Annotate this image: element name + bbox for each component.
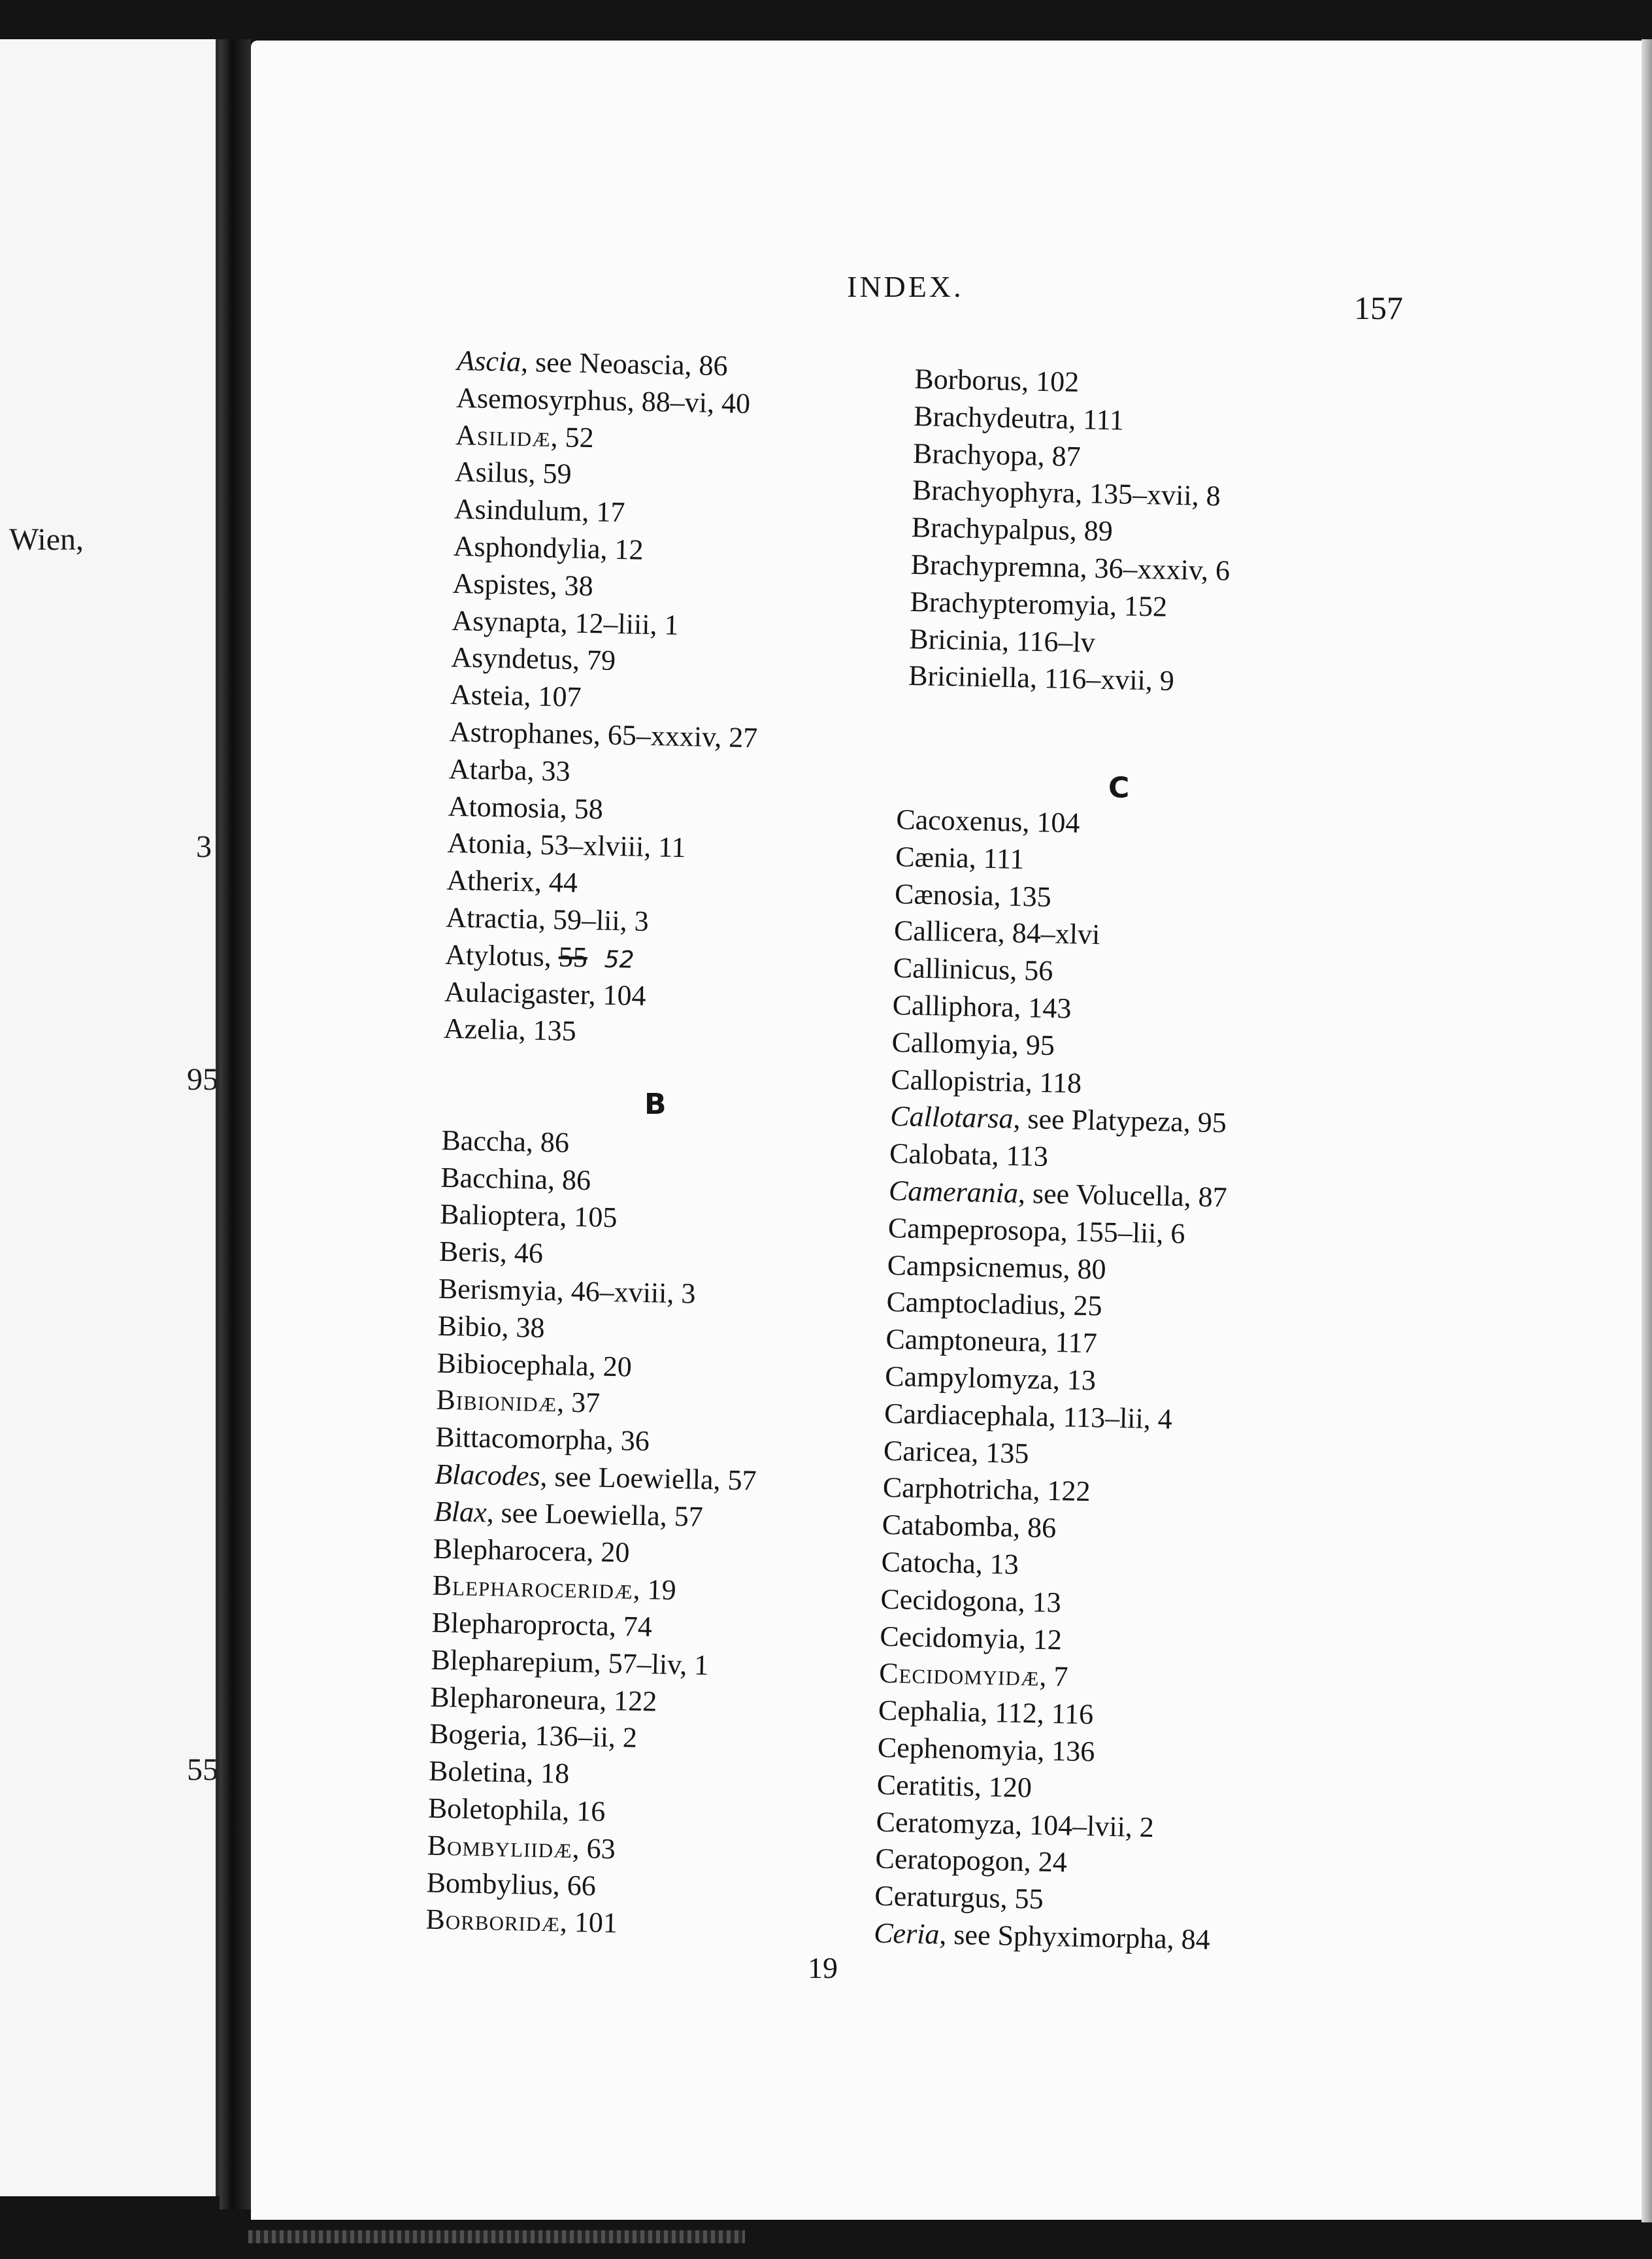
index-reference: , 17 <box>581 495 625 529</box>
index-entry <box>442 1085 764 1129</box>
index-reference: , 18 <box>525 1756 570 1790</box>
index-term: Asilus <box>454 456 529 490</box>
index-term: Cænosia <box>894 877 995 912</box>
index-entry <box>431 1605 753 1648</box>
index-reference: , 37 <box>556 1386 601 1420</box>
index-reference: , 20 <box>588 1349 633 1383</box>
index-reference: , see Neoascia, 86 <box>520 345 729 382</box>
index-term: Callomyia <box>891 1026 1012 1061</box>
index-reference: , 58 <box>559 792 604 826</box>
index-reference: , <box>544 940 559 973</box>
index-term: Camerania <box>888 1174 1019 1209</box>
index-reference: , 105 <box>559 1200 618 1234</box>
index-term: Briciniella <box>908 660 1031 695</box>
index-reference: , 53–xlviii, 11 <box>525 828 687 864</box>
index-entry <box>434 1493 756 1537</box>
previous-page-fragment: Wien, <box>9 522 84 557</box>
index-reference: , 135 <box>518 1014 577 1048</box>
index-reference: , 16 <box>561 1794 606 1828</box>
index-reference: , 112, 116 <box>980 1696 1094 1731</box>
index-reference: , 136–ii, 2 <box>520 1719 638 1754</box>
index-reference: , 24 <box>1023 1845 1068 1879</box>
index-term: Atylotus <box>444 938 545 973</box>
index-term: Catabomba <box>882 1508 1014 1543</box>
index-term: Callinicus <box>893 952 1010 986</box>
index-term: Campylomyza <box>884 1360 1053 1396</box>
index-entry <box>893 950 1232 994</box>
index-term: Brachypremna <box>910 548 1081 584</box>
index-term: Aulacigaster <box>444 975 589 1011</box>
index-entry <box>441 1122 763 1165</box>
index-reference: , 13 <box>975 1547 1019 1581</box>
index-term: Atherix <box>446 863 535 898</box>
index-entry <box>431 1641 753 1685</box>
index-entry <box>450 677 772 720</box>
index-entry <box>453 528 775 572</box>
index-term: Asphondylia <box>453 529 601 565</box>
index-reference: , 80 <box>1063 1252 1107 1286</box>
index-entry <box>452 602 774 646</box>
index-entry <box>891 1061 1230 1105</box>
index-entry <box>877 1730 1216 1773</box>
index-reference: , 63 <box>572 1832 616 1866</box>
index-term: Cecidomyia <box>879 1620 1019 1655</box>
index-entry <box>880 1618 1219 1662</box>
index-entry <box>443 1011 765 1054</box>
book-gutter <box>220 39 251 2209</box>
index-term: Callotarsa <box>889 1100 1014 1135</box>
index-reference: , 44 <box>534 865 578 899</box>
index-term: Atractia <box>445 901 539 935</box>
index-reference: , 36–xxxiv, 6 <box>1080 552 1231 587</box>
index-entry <box>878 1692 1217 1736</box>
index-term: Asyndetus <box>450 641 573 677</box>
index-entry <box>886 1284 1225 1328</box>
index-term: Beris <box>438 1235 501 1269</box>
index-term: Asteia <box>450 678 525 712</box>
index-reference: , 118 <box>1025 1065 1082 1099</box>
index-term: Berismyia <box>438 1272 557 1307</box>
index-term: Camptoneura <box>885 1322 1041 1358</box>
index-term: Blax <box>433 1495 487 1528</box>
index-reference: , 136 <box>1036 1734 1095 1768</box>
index-reference: , 13 <box>1052 1363 1097 1397</box>
index-term: Brachyopa <box>912 437 1038 472</box>
index-term: Ceria <box>873 1916 940 1950</box>
index-term: Ascia <box>456 344 521 378</box>
index-term: Brachypteromyia <box>910 585 1110 622</box>
index-entry <box>435 1419 757 1463</box>
index-entry <box>440 1196 762 1240</box>
index-reference: , 65–xxxiv, 27 <box>593 718 758 754</box>
index-reference: , 117 <box>1040 1326 1098 1360</box>
index-entry <box>895 876 1234 920</box>
index-term: Carphotricha <box>882 1471 1034 1507</box>
index-reference: , 46–xviii, 3 <box>556 1275 696 1310</box>
index-term: Bibio <box>437 1309 503 1343</box>
index-reference: , 95 <box>1011 1028 1055 1062</box>
index-entry <box>456 380 778 424</box>
index-entry <box>430 1679 752 1722</box>
index-entry <box>914 361 1234 405</box>
index-entry <box>911 509 1231 553</box>
index-term: Blepharoceridæ <box>432 1569 634 1606</box>
index-entry <box>452 565 774 609</box>
index-entry <box>429 1716 752 1760</box>
index-entry <box>454 454 776 497</box>
running-title: INDEX. <box>847 270 964 303</box>
index-reference: , 7 <box>1038 1660 1068 1693</box>
index-term: Asemosyrphus <box>455 381 628 418</box>
index-reference: , 104 <box>588 978 647 1012</box>
index-reference: , see Sphyximorpha, 84 <box>938 1918 1211 1956</box>
index-term: Atomosia <box>448 790 561 824</box>
index-reference: , 46 <box>499 1236 544 1270</box>
index-reference: , 38 <box>550 569 594 603</box>
index-reference: , 111 <box>1068 403 1125 437</box>
index-term: Azelia <box>443 1012 520 1046</box>
index-term: Cecidogona <box>880 1582 1019 1618</box>
index-entry <box>884 1396 1223 1439</box>
index-reference: , see Loewiella, 57 <box>486 1496 704 1533</box>
index-column-left <box>425 343 779 1945</box>
index-entry <box>426 1864 748 1908</box>
previous-page-fragment: 3 <box>196 829 212 864</box>
index-term: Balioptera <box>439 1198 560 1233</box>
index-entry <box>893 912 1232 956</box>
index-entry <box>887 1247 1226 1290</box>
index-entry <box>449 714 771 758</box>
index-reference: , 12–liii, 1 <box>560 606 679 641</box>
index-entry <box>889 1135 1229 1179</box>
index-reference: , 135–xvii, 8 <box>1074 477 1221 512</box>
index-entry <box>890 1098 1229 1142</box>
index-entry <box>881 1544 1220 1588</box>
index-entry <box>454 491 776 535</box>
index-reference: , 12 <box>1018 1622 1063 1656</box>
index-term: Blepharoneura <box>429 1681 600 1716</box>
index-reference: , 66 <box>552 1869 597 1902</box>
signature-mark: 19 <box>808 1951 838 1984</box>
index-entry <box>427 1827 749 1871</box>
index-reference: , 19 <box>633 1573 677 1607</box>
index-reference: , 152 <box>1109 589 1168 623</box>
index-term: Blepharepium <box>431 1643 595 1679</box>
index-reference: , 86 <box>525 1126 570 1159</box>
index-reference: , 86 <box>547 1163 591 1196</box>
index-entry <box>446 862 768 906</box>
index-term: Blepharoprocta <box>431 1606 610 1643</box>
index-term: Asindulum <box>454 493 582 528</box>
index-term: Callopistria <box>890 1063 1026 1098</box>
index-entry <box>913 435 1232 479</box>
index-reference: , 122 <box>1032 1474 1091 1508</box>
index-entry <box>437 1307 759 1351</box>
index-reference: , 143 <box>1013 991 1072 1025</box>
handwritten-correction: 52 <box>604 946 635 974</box>
index-term: Borboridæ <box>425 1903 561 1939</box>
page-fore-edge <box>1642 39 1652 2222</box>
index-entry <box>885 1358 1224 1402</box>
index-entry <box>445 937 767 980</box>
index-reference: , 122 <box>599 1684 657 1718</box>
index-reference: , 116–lv <box>1001 624 1096 659</box>
index-term: Cephalia <box>878 1694 981 1728</box>
index-entry <box>437 1345 759 1388</box>
index-term: Bricinia <box>908 622 1002 657</box>
index-term: Bombyliidæ <box>427 1829 573 1864</box>
index-reference: , 113–lii, 4 <box>1048 1400 1173 1435</box>
index-entry <box>882 1507 1221 1550</box>
index-entry <box>892 987 1231 1031</box>
index-entry <box>875 1841 1214 1884</box>
index-reference: , 88–vi, 40 <box>627 385 751 420</box>
index-reference: , 107 <box>523 680 582 714</box>
scan-noise-strip <box>248 2230 745 2243</box>
index-entry <box>433 1530 755 1574</box>
index-reference: , 102 <box>1021 365 1080 399</box>
index-entry <box>909 620 1229 664</box>
index-reference: , 155–lii, 6 <box>1060 1214 1185 1250</box>
index-entry <box>880 1581 1219 1624</box>
index-term: Blacodes <box>434 1458 541 1492</box>
index-reference: , 120 <box>974 1770 1032 1804</box>
index-reference: , see Platypeza, 95 <box>1013 1103 1227 1139</box>
index-term: Ceraturgus <box>874 1879 1001 1915</box>
index-term: Cacoxenus <box>895 803 1023 838</box>
previous-page-fragment: 95 <box>187 1062 218 1097</box>
index-entry <box>895 839 1234 882</box>
index-entry <box>896 801 1235 845</box>
index-term: Bogeria <box>429 1718 521 1752</box>
index-term: Campsicnemus <box>887 1248 1064 1284</box>
index-entry <box>876 1803 1215 1847</box>
index-entry <box>451 639 773 683</box>
index-entry <box>429 1753 751 1797</box>
index-term: Calliphora <box>892 988 1014 1024</box>
index-term: Ceratitis <box>876 1768 975 1803</box>
index-term: Asynapta <box>451 604 561 639</box>
index-term: Callicera <box>893 914 999 949</box>
index-entry <box>891 1024 1231 1068</box>
index-term: Astrophanes <box>449 715 594 751</box>
index-entry <box>888 1173 1227 1216</box>
index-entry <box>908 658 1228 701</box>
index-reference: , 25 <box>1059 1289 1103 1322</box>
index-reference: , 13 <box>1017 1585 1062 1619</box>
index-entry <box>455 417 778 461</box>
index-term: Brachyophyra <box>912 474 1076 510</box>
index-term: Boletophila <box>427 1792 563 1827</box>
index-reference: , 86 <box>1012 1511 1057 1545</box>
index-entry <box>436 1382 758 1426</box>
index-term: Cardiacephala <box>884 1397 1049 1433</box>
index-reference: , see Loewiella, 57 <box>540 1460 757 1497</box>
index-entry <box>435 1456 757 1500</box>
index-term: Borborus <box>914 362 1022 397</box>
index-entry <box>910 546 1230 590</box>
index-term: Camptocladius <box>886 1286 1060 1322</box>
index-term: Bibiocephala <box>437 1347 589 1382</box>
index-entry <box>879 1655 1218 1699</box>
index-entry <box>438 1271 760 1314</box>
index-term: Campeprosopa <box>887 1211 1061 1247</box>
index-term: Cænia <box>895 840 970 875</box>
index-reference: , 57–liv, 1 <box>593 1647 709 1682</box>
index-entry <box>427 1790 750 1834</box>
index-term: Brachydeutra <box>913 399 1069 435</box>
index-entry <box>440 1159 763 1203</box>
index-entry <box>446 899 768 943</box>
index-reference: , 59–lii, 3 <box>538 903 650 938</box>
index-term: Baccha <box>441 1124 527 1158</box>
index-entry <box>882 1469 1221 1513</box>
index-entry <box>914 398 1233 442</box>
index-reference: , 87 <box>1037 439 1082 473</box>
section-letter-b: B <box>644 1088 667 1121</box>
index-term: Bibionidæ <box>436 1383 557 1418</box>
previous-page-fragment: 55 <box>187 1752 218 1787</box>
index-reference: , 12 <box>600 533 644 566</box>
index-term: Blepharocera <box>433 1532 587 1567</box>
index-entry <box>910 584 1229 628</box>
index-term: Caricea <box>883 1434 972 1469</box>
index-entry <box>912 472 1231 516</box>
index-term: Aspistes <box>452 567 551 601</box>
index-entry <box>876 1766 1215 1810</box>
index-reference: , 33 <box>527 754 571 788</box>
index-entry <box>425 1901 748 1945</box>
index-reference: , see Volucella, 87 <box>1017 1177 1228 1214</box>
index-term: Asilidæ <box>455 418 552 453</box>
index-term: Catocha <box>881 1545 976 1580</box>
index-reference: , 79 <box>572 644 616 677</box>
index-reference: , 135 <box>970 1436 1029 1469</box>
index-entry <box>432 1567 754 1611</box>
index-entry <box>887 1210 1227 1254</box>
index-entry <box>883 1432 1222 1476</box>
index-term: Cephenomyia <box>877 1731 1038 1767</box>
index-reference: , 36 <box>606 1424 650 1458</box>
index-reference: , 74 <box>608 1610 653 1643</box>
index-term: Cecidomyidæ <box>878 1657 1040 1692</box>
index-reference: , 116–xvii, 9 <box>1029 662 1175 697</box>
index-entry <box>448 751 770 795</box>
index-term: Calobata <box>889 1137 993 1172</box>
index-entry <box>444 973 766 1017</box>
index-column-right-c <box>874 801 1235 1959</box>
index-entry <box>447 825 769 869</box>
index-term: Atarba <box>448 752 528 787</box>
index-entry <box>874 1878 1214 1922</box>
section-letter-c: C <box>1108 771 1130 805</box>
index-entry <box>442 1048 765 1092</box>
index-term: Bombylius <box>426 1866 553 1901</box>
index-reference: , 135 <box>993 879 1052 913</box>
index-term: Bittacomorpha <box>435 1420 607 1457</box>
index-reference: , 56 <box>1009 954 1053 988</box>
index-reference: , 59 <box>527 457 572 490</box>
index-reference: , 104 <box>1021 805 1080 839</box>
index-term: Brachypalpus <box>911 511 1070 546</box>
index-entry <box>439 1233 761 1277</box>
index-term: Boletina <box>428 1754 527 1789</box>
index-reference: , 84–xlvi <box>997 916 1100 951</box>
index-entry <box>457 343 779 386</box>
index-reference: , 89 <box>1069 514 1114 548</box>
index-term: Atonia <box>447 827 526 861</box>
index-reference: , 113 <box>991 1139 1049 1173</box>
index-term: Ceratomyza <box>876 1805 1016 1841</box>
index-entry <box>885 1321 1225 1365</box>
index-reference: , 55 <box>1000 1882 1044 1915</box>
index-reference: , 52 <box>550 420 595 454</box>
index-reference: , 111 <box>968 842 1025 875</box>
index-reference: , 20 <box>586 1535 630 1569</box>
index-reference: , 104–lvii, 2 <box>1014 1808 1155 1843</box>
index-entry <box>448 788 770 831</box>
index-entry <box>874 1915 1213 1959</box>
previous-page-edge <box>0 39 220 2196</box>
index-term: Bacchina <box>440 1161 548 1196</box>
index-column-right-b <box>908 361 1234 701</box>
index-reference: , 38 <box>501 1311 546 1344</box>
index-term: Ceratopogon <box>875 1842 1025 1878</box>
index-reference: , 101 <box>559 1906 618 1939</box>
struck-reference: 55 <box>558 941 588 973</box>
page-number: 157 <box>1354 290 1403 326</box>
